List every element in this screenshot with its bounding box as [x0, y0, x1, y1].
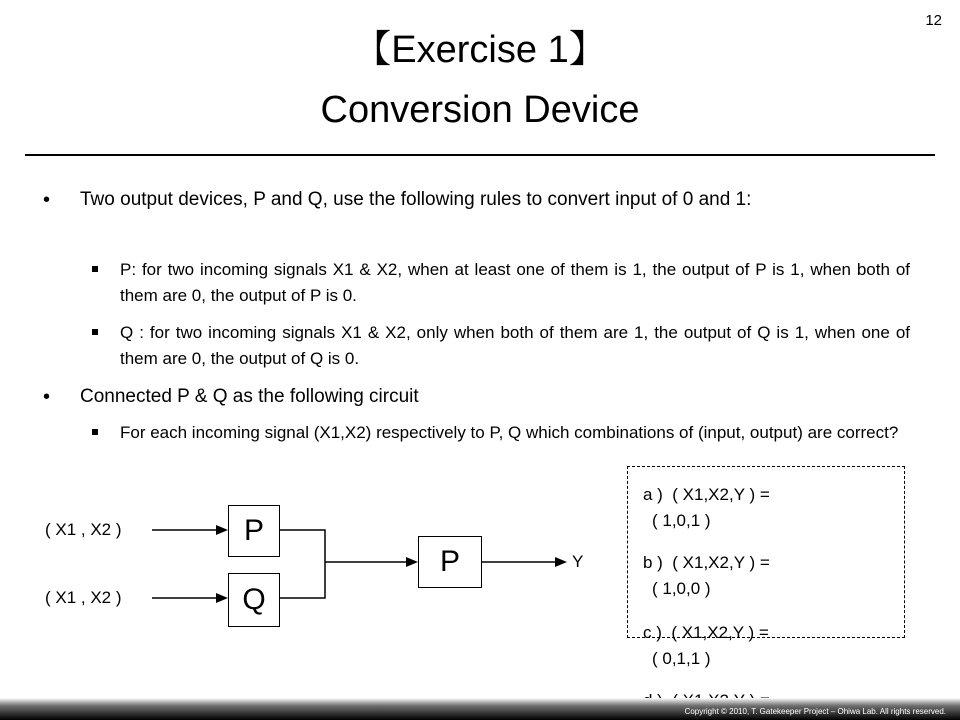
option-b-values: ( 1,0,0 )	[652, 579, 711, 598]
option-a: a ) ( X1,X2,Y ) =	[643, 485, 770, 504]
sub-bullet-question-text: For each incoming signal (X1,X2) respectively to P, Q which combinations of (input, output) are correct?	[120, 423, 899, 442]
arrow-input1-icon	[216, 525, 228, 535]
arrow-input2-icon	[216, 593, 228, 603]
copyright-text: Copyright © 2010, T. Gatekeeper Project – Ohiwa Lab. All rights reserved.	[684, 707, 946, 716]
gate-p-output: P	[418, 536, 482, 588]
bullet-circuit-text: Connected P & Q as the following circuit	[80, 386, 419, 407]
gate-q: Q	[228, 573, 280, 627]
input-signal-1: ( X1 , X2 )	[45, 520, 122, 539]
gate-p-top: P	[228, 505, 280, 557]
option-c: c ) ( X1,X2,Y ) =	[643, 623, 769, 642]
sub-bullet-p-text: P: for two incoming signals X1 & X2, when at least one of them is 1, the output of P is 1, when both of them are 0, the output of P is 0.	[120, 260, 910, 305]
page-number: 12	[925, 12, 942, 29]
footer-bar	[0, 698, 960, 720]
input-signal-2: ( X1 , X2 )	[45, 588, 122, 607]
slide-title: 【Exercise 1】	[353, 29, 607, 71]
option-c-values: ( 0,1,1 )	[652, 649, 711, 668]
option-a-values: ( 1,0,1 )	[652, 511, 711, 530]
option-b: b ) ( X1,X2,Y ) =	[643, 553, 770, 572]
sub-bullet-q-text: Q : for two incoming signals X1 & X2, only when both of them are 1, the output of Q is 1, when one of them are 0, the output of Q is 0.	[120, 323, 910, 368]
bullet-dot-icon: •	[43, 189, 51, 211]
arrow-output-icon	[555, 557, 567, 567]
bullet-dot-icon: •	[43, 386, 51, 408]
bullet-intro-text: Two output devices, P and Q, use the following rules to convert input of 0 and 1:	[80, 189, 752, 210]
arrow-middle-icon	[406, 557, 418, 567]
slide-subtitle: Conversion Device	[320, 89, 640, 131]
output-signal-y: Y	[572, 552, 584, 571]
wire-merge	[278, 530, 325, 598]
